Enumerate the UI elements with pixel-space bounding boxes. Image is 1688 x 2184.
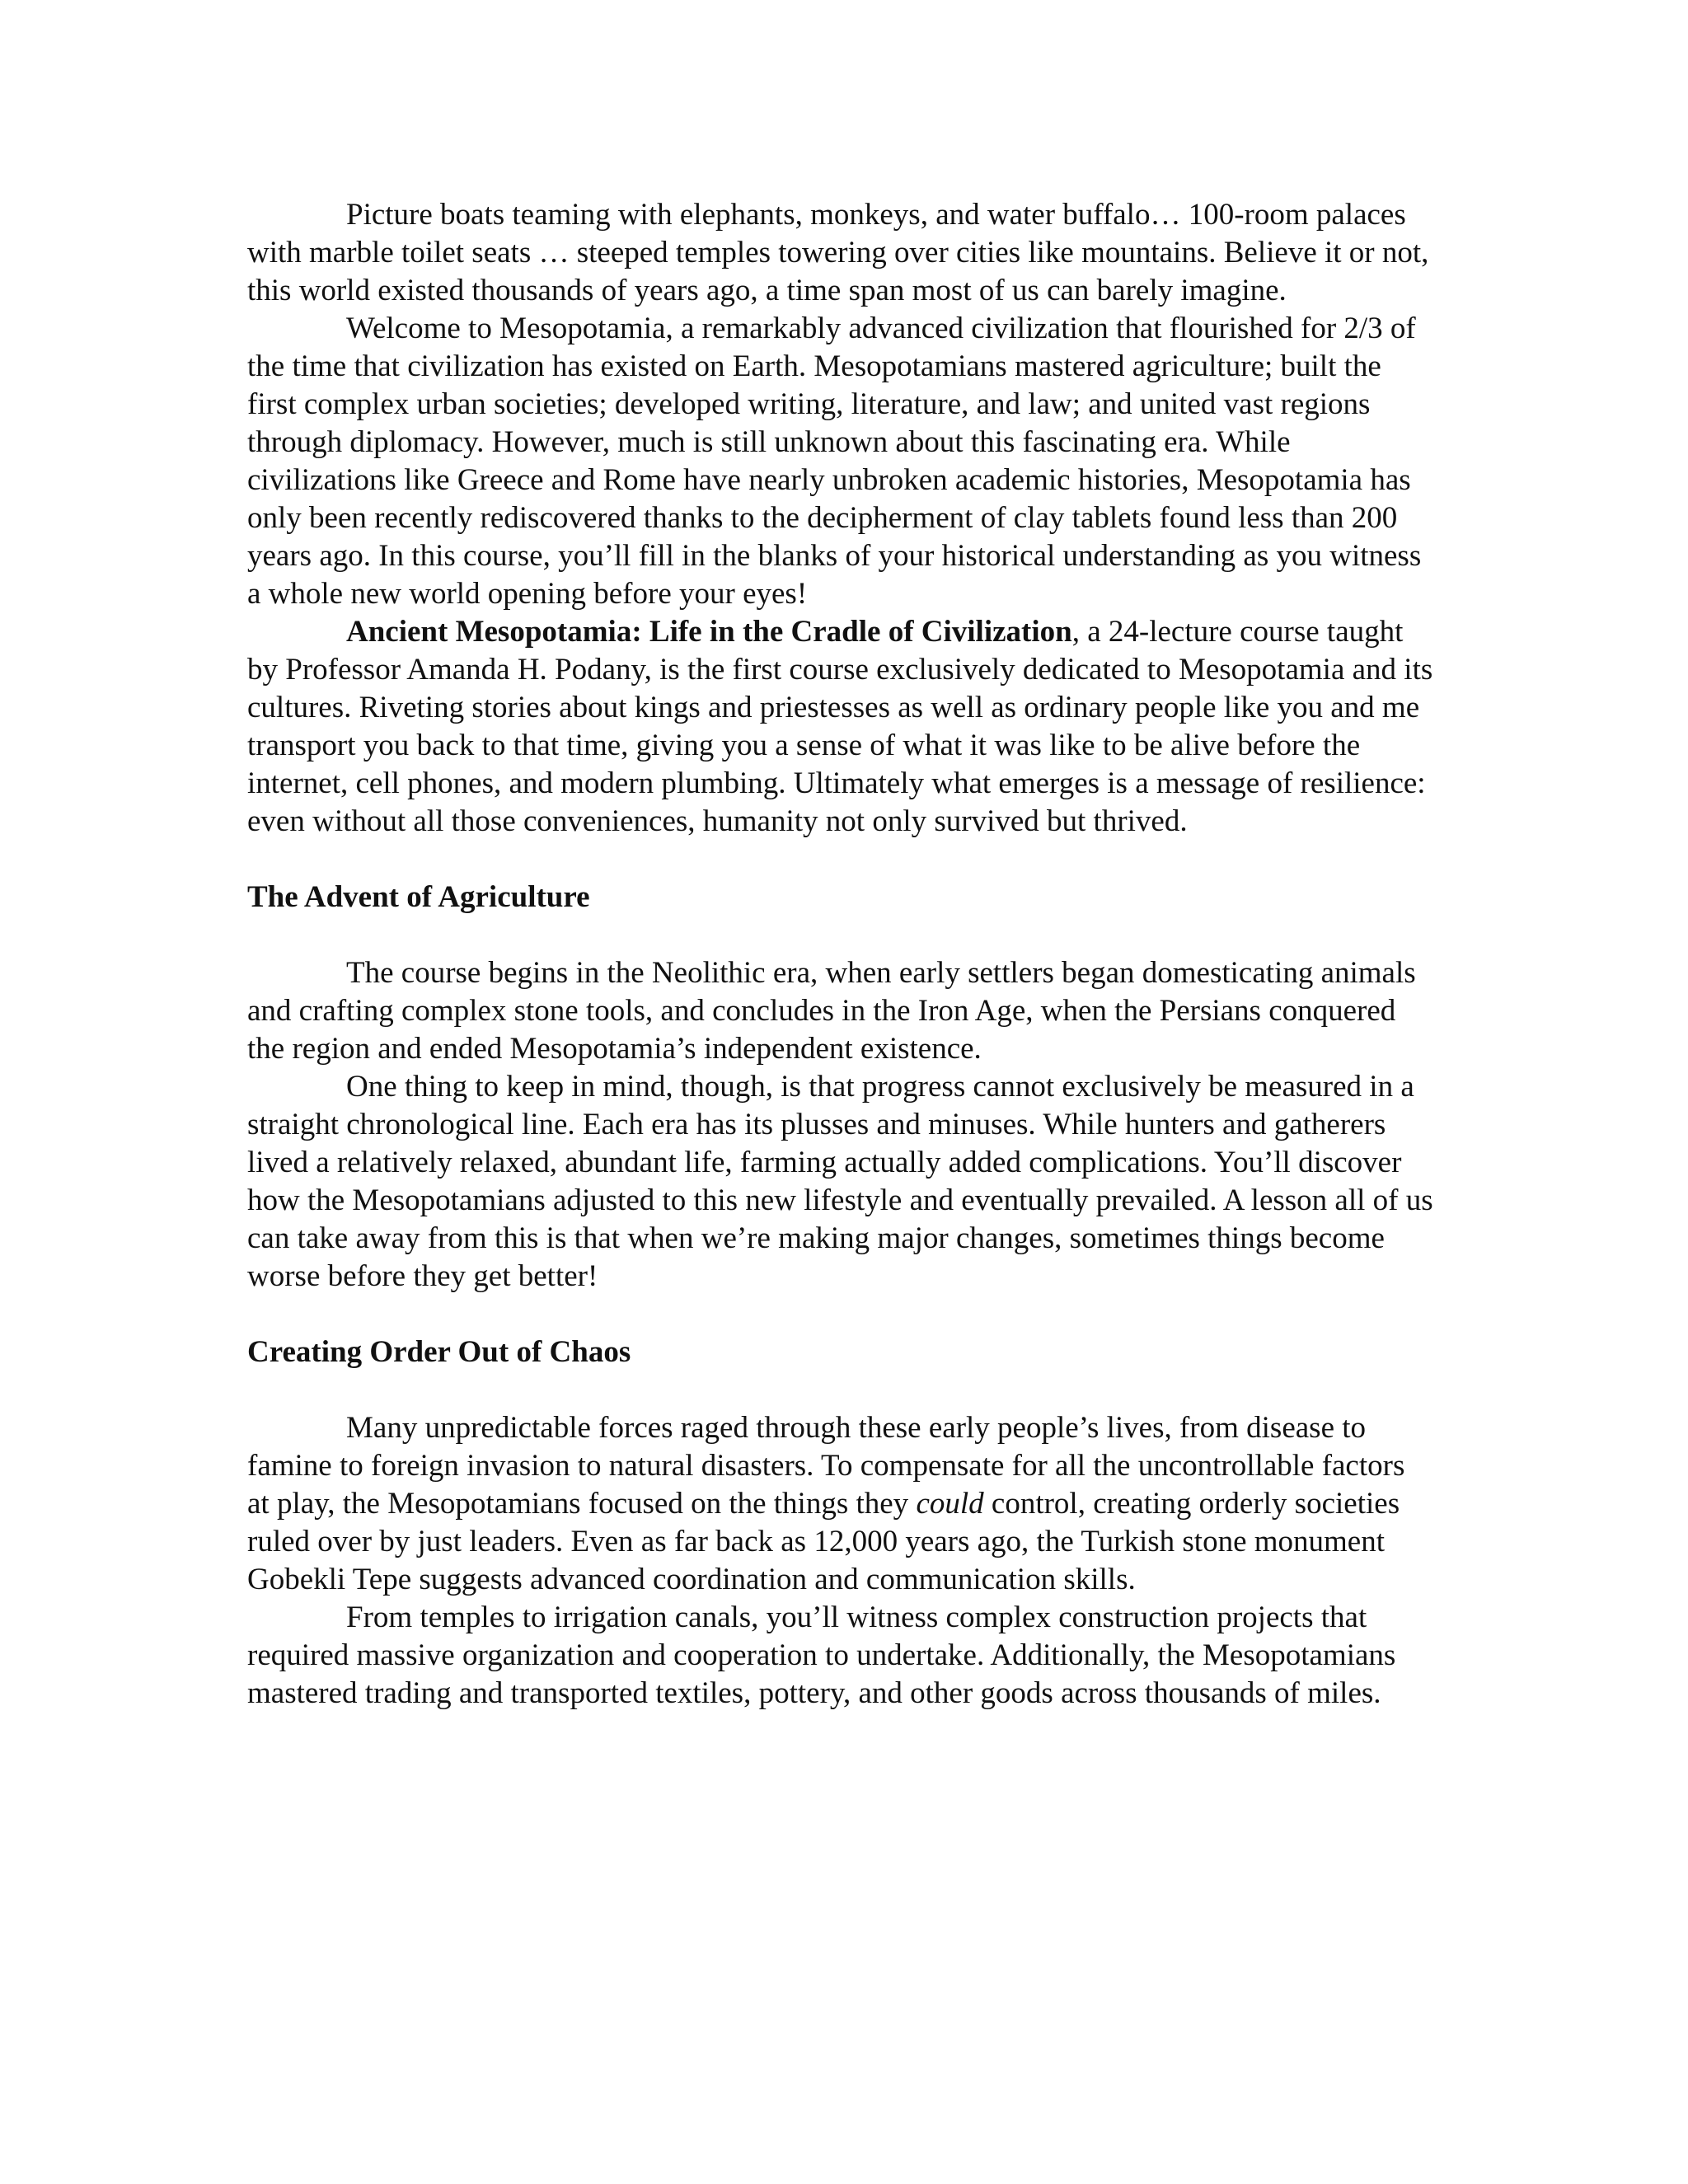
course-description-text: , a 24-lecture course taught by Professor Amanda H. Podany, is the first course exclusively dedicated to Mesopotamia and its cultures. Riveting stories about kings and priestesses as well as ordinary people like you and me transport you back to that time, giving you a sense of what it was like to be alive before the internet, cell phones, and modern plumbing. Ultimately what emerges is a message of resilience: even without all those conveniences, humanity not only survived but thrived. <box>247 615 1433 838</box>
order-paragraph-1-end: control, creating orderly societies ruled over by just leaders. Even as far back as 12,000 years ago, the Turkish stone monument Gobekli Tepe suggests advanced coordination and communication skills. <box>247 1487 1400 1596</box>
order-paragraph-2: From temples to irrigation canals, you’ll witness complex construction projects that required massive organization and cooperation to undertake. Additionally, the Mesopotamians mastered trading and transported textiles, pottery, and other goods across thousands of miles. <box>247 1601 1396 1710</box>
intro-paragraph-1: Picture boats teaming with elephants, monkeys, and water buffalo… 100-room palaces with marble toilet seats … steeped temples towering over cities like mountains. Believe it or not, this world existed thousands of years ago, a time span most of us can barely imagine. <box>247 198 1429 307</box>
agriculture-paragraph-2: One thing to keep in mind, though, is that progress cannot exclusively be measured in a straight chronological line. Each era has its plusses and minuses. While hunters and gatherers lived a relatively relaxed, abundant life, farming actually added complications. You’ll discover how the Mesopotamians adjusted to this new lifestyle and eventually prevailed. A lesson all of us can take away from this is that when we’re making major changes, sometimes things become worse before they get better! <box>247 1070 1433 1293</box>
section-heading-order: Creating Order Out of Chaos <box>247 1335 631 1369</box>
intro-paragraph-2: Welcome to Mesopotamia, a remarkably advanced civilization that flourished for 2/3 of the time that civilization has existed on Earth. Mesopotamians mastered agriculture; built the first complex urban societies; developed writing, literature, and law; and united vast regions through diplomacy. However, much is still unknown about this fascinating era. While civilizations like Greece and Rome have nearly unbroken academic histories, Mesopotamia has only been recently rediscovered thanks to the decipherment of clay tablets found less than 200 years ago. In this course, you’ll fill in the blanks of your historical understanding as you witness a whole new world opening before your eyes! <box>247 312 1422 611</box>
order-paragraph-1 <box>247 1409 1434 1599</box>
order-paragraph-1-start: Many unpredictable forces raged through these early people’s lives, from disease to famine to foreign invasion to natural disasters. To compensate for all the uncontrollable factors at play, the Mesopotamians focused on the things they <box>247 1411 1405 1521</box>
emphasis-could: could <box>916 1487 984 1521</box>
course-title: Ancient Mesopotamia: Life in the Cradle of Civilization <box>346 615 1072 649</box>
document-page <box>247 196 1434 1713</box>
section-heading-agriculture: The Advent of Agriculture <box>247 880 590 914</box>
agriculture-paragraph-1: The course begins in the Neolithic era, when early settlers began domesticating animals and crafting complex stone tools, and concludes in the Iron Age, when the Persians conquered the region and ended Mesopotamia’s independent existence. <box>247 956 1416 1066</box>
course-description-paragraph <box>247 613 1434 841</box>
